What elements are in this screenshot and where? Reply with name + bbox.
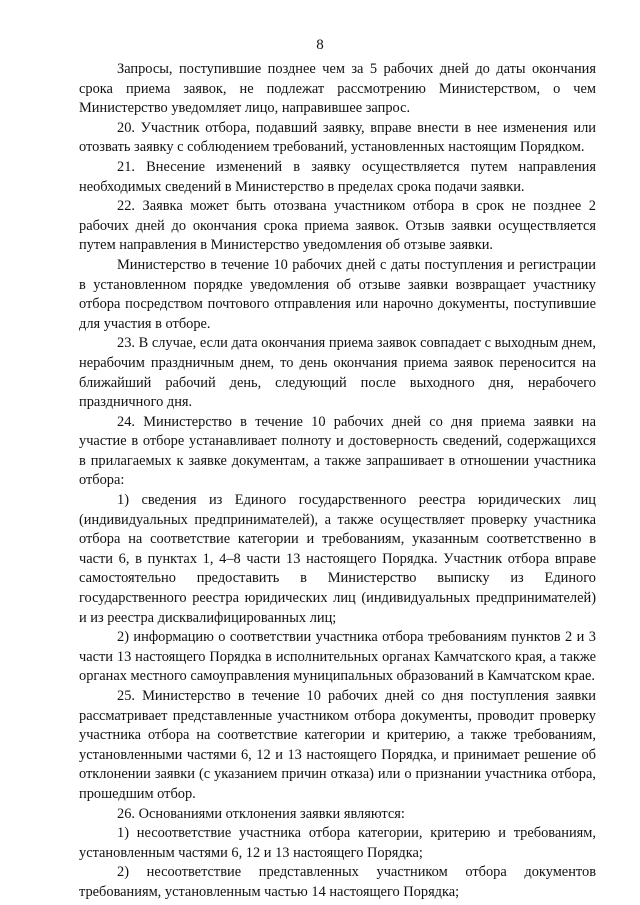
paragraph-24-item-2: 2) информацию о соответствии участника отбора требованиям пунктов 2 и 3 части 13 настоящего Порядка в исполнительных органах Камчатского края, а также органах местного самоуправления муниципальных образований в Камчатском крае. xyxy=(79,629,596,685)
paragraph-25: 25. Министерство в течение 10 рабочих дней со дня поступления заявки рассматривает представленные участником отбора документы, проводит проверку участника отбора на соответствие категории и критерию, а также требованиям, установленными частями 6, 12 и 13 настоящего Порядка, и принимает решение об отклонении заявки (с указанием причин отказа) или о признании участника отбора, прошедшим отбор. xyxy=(79,688,596,802)
paragraph-21: 21. Внесение изменений в заявку осуществляется путем направления необходимых сведений в Министерство в пределах срока подачи заявки. xyxy=(79,158,596,195)
paragraph-requests-deadline: Запросы, поступившие позднее чем за 5 рабочих дней до даты окончания срока приема заявок, не подлежат рассмотрению Министерством, о чем Министерство уведомляет лицо, направившее запрос. xyxy=(79,61,596,117)
paragraph-26-item-1: 1) несоответствие участника отбора категории, критерию и требованиям, установленным частями 6, 12 и 13 настоящего Порядка; xyxy=(79,825,596,861)
paragraph-23: 23. В случае, если дата окончания приема заявок совпадает с выходным днем, нерабочим праздничным днем, то день окончания приема заявок переносится на ближайший рабочий день, следующий после выходного дня, нерабочего праздничного дня. xyxy=(79,335,596,411)
paragraph-26: 26. Основаниями отклонения заявки являются: xyxy=(117,805,405,822)
document-body xyxy=(79,60,596,903)
paragraph-24-item-1: 1) сведения из Единого государственного реестра юридических лиц (индивидуальных предпринимателей), а также осуществляет проверку участника отбора на соответствие категории и требованиям, указанным соответственно в части 6, в пунктах 1, 4–8 части 13 настоящего Порядка. Участник отбора вправе самостоятельно предоставить в Министерство выписку из Единого государственного реестра юридических лиц (индивидуальных предпринимателей) и из реестра дисквалифицированных лиц; xyxy=(79,492,596,626)
paragraph-24: 24. Министерство в течение 10 рабочих дней со дня приема заявки на участие в отборе устанавливает полноту и достоверность сведений, содержащихся в прилагаемых к заявке документам, а также запрашивает в отношении участника отбора: xyxy=(79,413,596,489)
page-number: 8 xyxy=(316,37,324,53)
paragraph-26-item-2: 2) несоответствие представленных участником отбора документов требованиям, установленным частью 14 настоящего Порядка; xyxy=(79,864,596,900)
paragraph-22: 22. Заявка может быть отозвана участником отбора в срок не позднее 2 рабочих дней до окончания срока приема заявок. Отзыв заявки осуществляется путем направления в Министерство уведомления об отзыве заявки. xyxy=(79,198,596,254)
paragraph-22-return: Министерство в течение 10 рабочих дней с даты поступления и регистрации в установленном порядке уведомления об отзыве заявки возвращает участнику отбора посредством почтового отправления или нарочно документы, поступившие для участия в отборе. xyxy=(79,256,596,332)
paragraph-20: 20. Участник отбора, подавший заявку, вправе внести в нее изменения или отозвать заявку с соблюдением требований, установленных настоящим Порядком. xyxy=(79,119,596,156)
